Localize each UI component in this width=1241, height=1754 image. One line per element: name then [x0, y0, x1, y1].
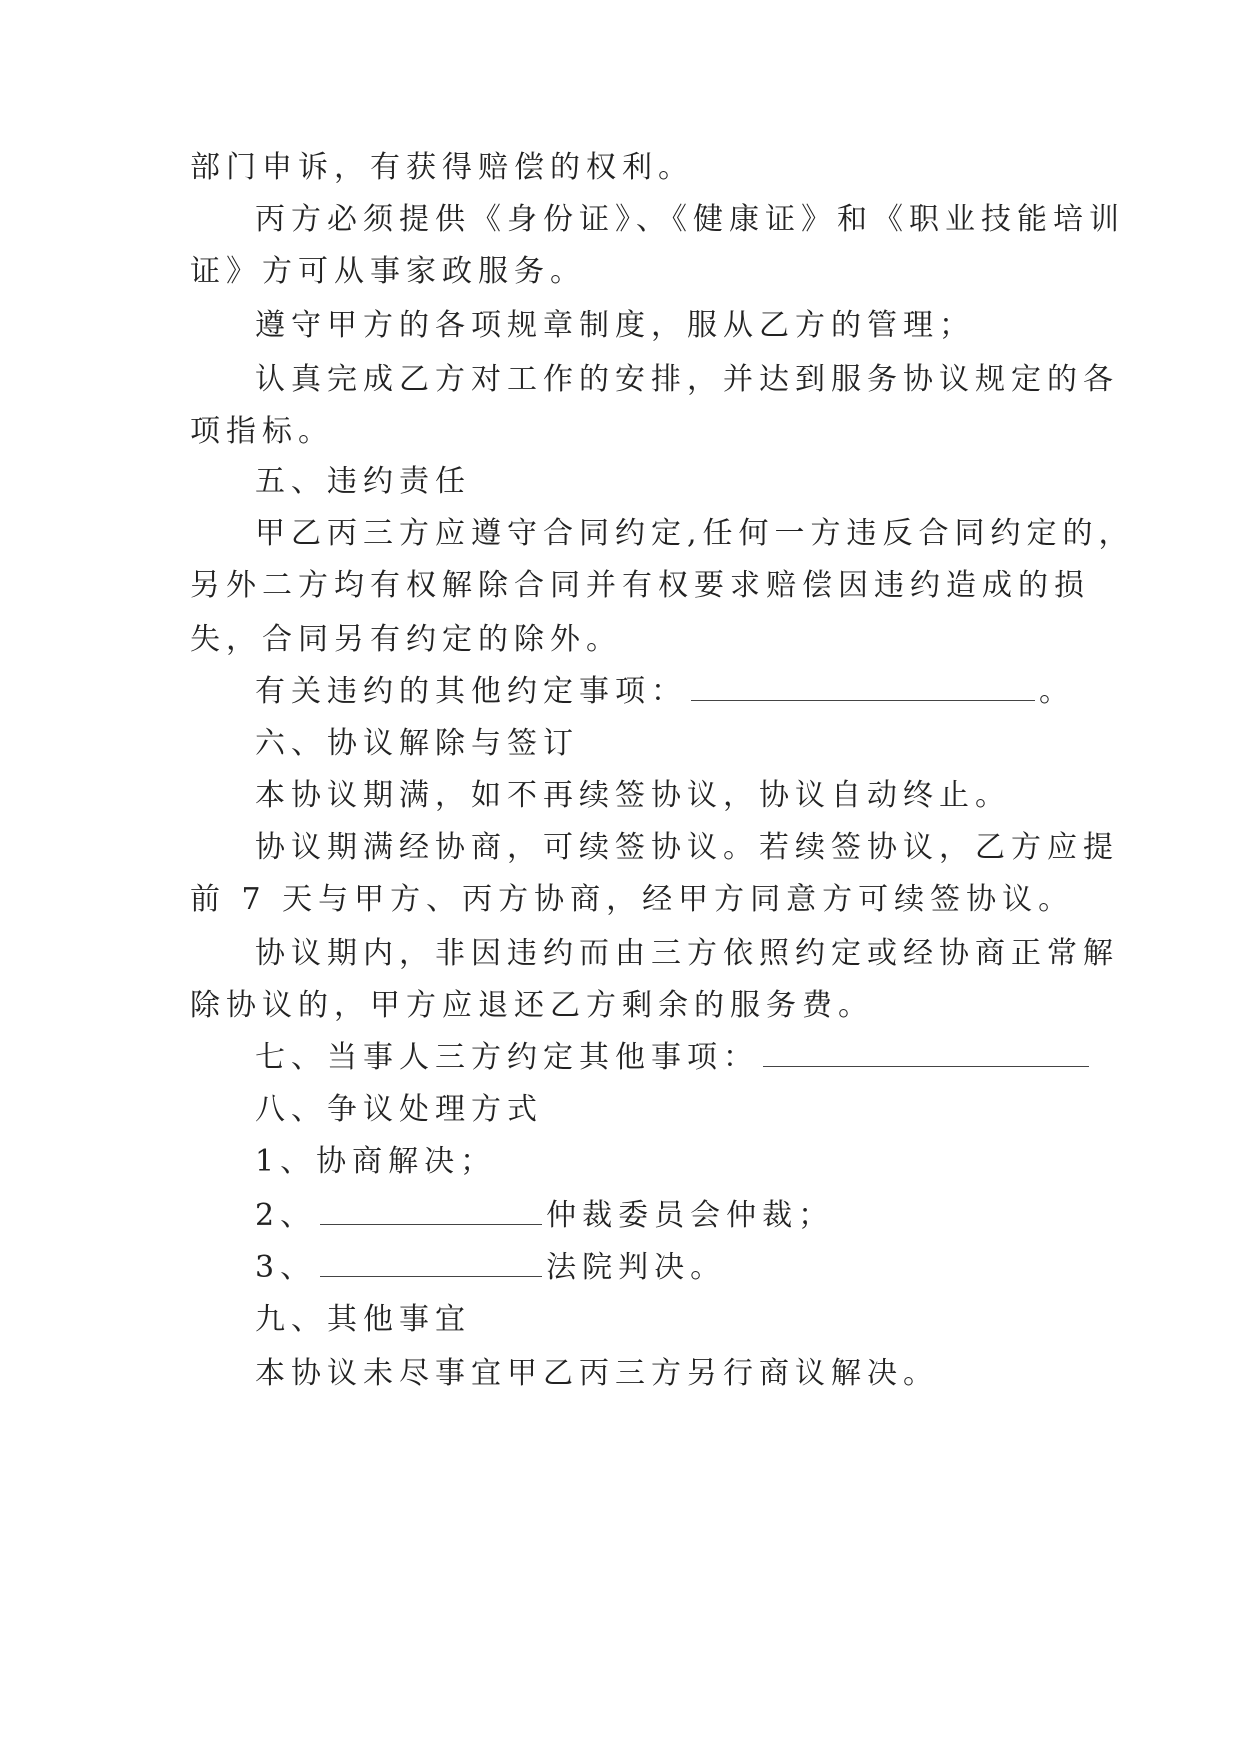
fill-in-blank[interactable] [763, 1040, 1089, 1067]
text-line [255, 1196, 834, 1236]
text-line: 认真完成乙方对工作的安排，并达到服务协议规定的各 [255, 362, 1119, 397]
text-span: 3、 [255, 1250, 317, 1285]
section-heading [255, 1038, 1093, 1078]
text-line: 失，合同另有约定的除外。 [190, 622, 622, 657]
text-line: 部门申诉，有获得赔偿的权利。 [190, 150, 694, 185]
text-line: 协议期内，非因违约而由三方依照约定或经协商正常解 [255, 936, 1119, 971]
text-line: 协议期满经协商，可续签协议。若续签协议，乙方应提 [255, 830, 1119, 865]
text-line: 项指标。 [190, 414, 334, 449]
text-span: 。 [1039, 674, 1075, 709]
text-line: 另外二方均有权解除合同并有权要求赔偿因违约造成的损 [190, 568, 1090, 603]
text-line: 丙方必须提供《身份证》、《健康证》和《职业技能培训 [255, 202, 1125, 237]
fill-in-blank[interactable] [691, 674, 1035, 701]
text-span: 七、当事人三方约定其他事项： [255, 1040, 759, 1075]
text-span: 法院判决。 [546, 1250, 727, 1285]
section-heading: 九、其他事宜 [255, 1302, 471, 1337]
section-heading: 五、违约责任 [255, 464, 471, 499]
section-heading: 六、协议解除与签订 [255, 726, 579, 761]
text-line: 甲乙丙三方应遵守合同约定,任何一方违反合同约定的， [255, 516, 1135, 551]
fill-in-blank[interactable] [320, 1198, 542, 1225]
text-line: 本协议未尽事宜甲乙丙三方另行商议解决。 [255, 1356, 939, 1391]
text-line: 前 7 天与甲方、丙方协商，经甲方同意方可续签协议。 [190, 882, 1075, 917]
text-line: 遵守甲方的各项规章制度，服从乙方的管理； [255, 308, 975, 343]
text-line: 除协议的，甲方应退还乙方剩余的服务费。 [190, 988, 874, 1023]
text-span: 2、 [255, 1198, 317, 1233]
text-line: 本协议期满，如不再续签协议，协议自动终止。 [255, 778, 1011, 813]
text-span: 有关违约的其他约定事项： [255, 674, 687, 709]
text-line: 证》方可从事家政服务。 [190, 254, 586, 289]
text-span: 仲裁委员会仲裁； [546, 1198, 835, 1233]
text-line: 1、协商解决； [255, 1144, 497, 1179]
section-heading: 八、争议处理方式 [255, 1092, 543, 1127]
text-line [255, 1248, 726, 1288]
text-line [255, 672, 1075, 712]
fill-in-blank[interactable] [320, 1250, 542, 1277]
